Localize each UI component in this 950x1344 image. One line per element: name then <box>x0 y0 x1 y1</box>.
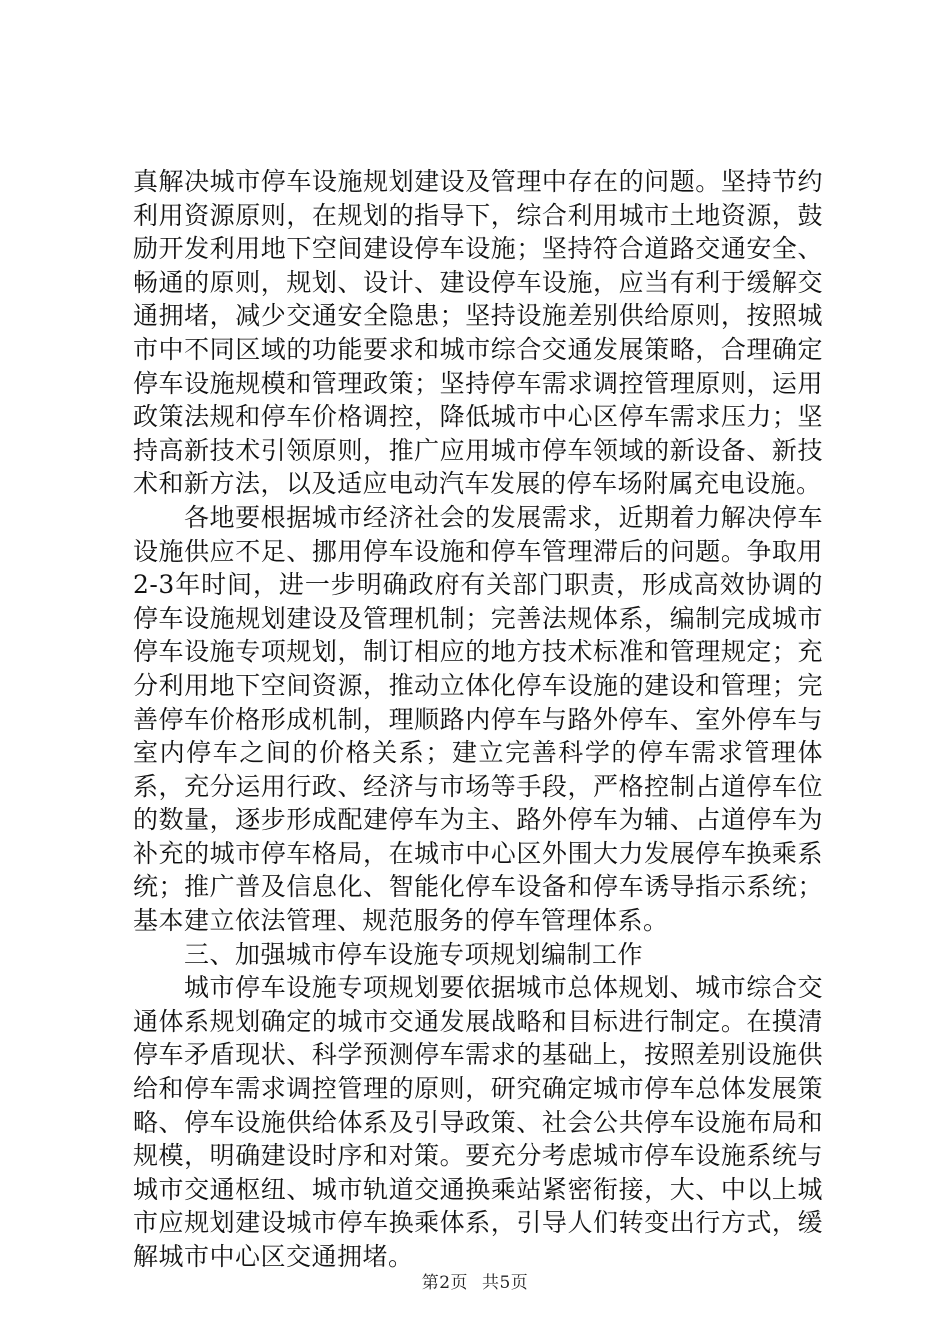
page-footer <box>0 1268 950 1293</box>
paragraph-2: 各地要根据城市经济社会的发展需求，近期着力解决停车设施供应不足、挪用停车设施和停车管理滞后的问题。争取用2-3年时间，进一步明确政府有关部门职责，形成高效协调的停车设施规划建设及管理机制；完善法规体系，编制完成城市停车设施专项规划，制订相应的地方技术标准和管理规定；充分利用地下空间资源，推动立体化停车设施的建设和管理；完善停车价格形成机制，理顺路内停车与路外停车、室外停车与室内停车之间的价格关系；建立完善科学的停车需求管理体系，充分运用行政、经济与市场等手段，严格控制占道停车位的数量，逐步形成配建停车为主、路外停车为辅、占道停车为补充的城市停车格局，在城市中心区外围大力发展停车换乘系统；推广普及信息化、智能化停车设备和停车诱导指示系统；基本建立依法管理、规范服务的停车管理体系。 <box>133 502 823 936</box>
page-total: 共5页 <box>481 1273 529 1293</box>
page-number: 第2页 <box>421 1273 469 1293</box>
paragraph-1: 真解决城市停车设施规划建设及管理中存在的问题。坚持节约利用资源原则，在规划的指导下，综合利用城市土地资源，鼓励开发利用地下空间建设停车设施；坚持符合道路交通安全、畅通的原则，规划、设计、建设停车设施，应当有利于缓解交通拥堵，减少交通安全隐患；坚持设施差别供给原则，按照城市中不同区域的功能要求和城市综合交通发展策略，合理确定停车设施规模和管理政策；坚持停车需求调控管理原则，运用政策法规和停车价格调控，降低城市中心区停车需求压力；坚持高新技术引领原则，推广应用城市停车领域的新设备、新技术和新方法，以及适应电动汽车发展的停车场附属充电设施。 <box>133 167 823 499</box>
paragraph-4: 城市停车设施专项规划要依据城市总体规划、城市综合交通体系规划确定的城市交通发展战略和目标进行制定。在摸清停车矛盾现状、科学预测停车需求的基础上，按照差别设施供给和停车需求调控管理的原则，研究确定城市停车总体发展策略、停车设施供给体系及引导政策、社会公共停车设施布局和规模，明确建设时序和对策。要充分考虑城市停车设施系统与城市交通枢纽、城市轨道交通换乘站紧密衔接，大、中以上城市应规划建设城市停车换乘体系，引导人们转变出行方式，缓解城市中心区交通拥堵。 <box>133 973 823 1271</box>
document-body <box>133 165 823 1274</box>
section-heading: 三、加强城市停车设施专项规划编制工作 <box>184 939 644 969</box>
